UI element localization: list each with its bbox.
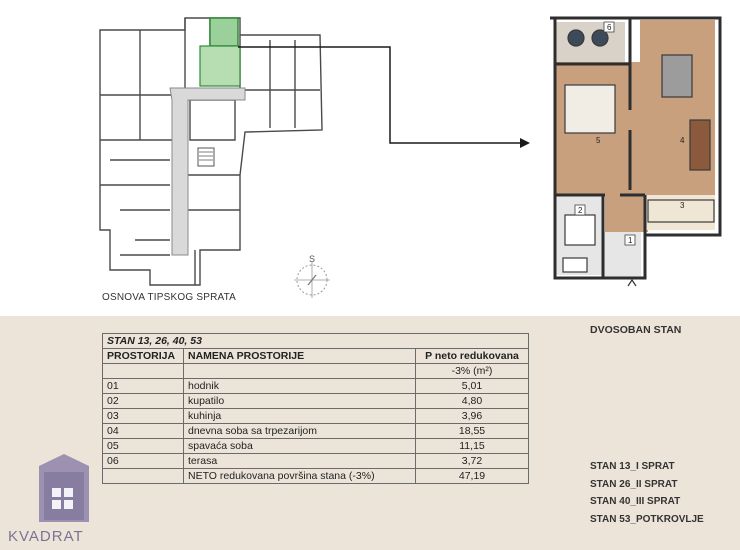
room-number: 05	[103, 439, 184, 454]
room-1-label: 1	[628, 236, 633, 245]
room-area: 3,96	[416, 409, 529, 424]
apartment-type: DVOSOBAN STAN	[590, 324, 682, 336]
room-4-label: 4	[680, 136, 685, 145]
room-number: 03	[103, 409, 184, 424]
table-row	[103, 379, 529, 394]
header-room: PROSTORIJA	[103, 349, 184, 364]
room-name: kuhinja	[184, 409, 416, 424]
highlighted-apartment	[210, 18, 238, 46]
room-name: hodnik	[184, 379, 416, 394]
floor-list	[590, 458, 704, 528]
table-row	[103, 424, 529, 439]
header-area-unit: -3% (m²)	[416, 364, 529, 379]
room-6-label: 6	[607, 23, 612, 32]
room-number: 04	[103, 424, 184, 439]
floor-plan-caption: OSNOVA TIPSKOG SPRATA	[102, 292, 237, 303]
room-name: kupatilo	[184, 394, 416, 409]
compass-icon	[294, 262, 330, 298]
table-row	[103, 454, 529, 469]
total-label: NETO redukovana površina stana (-3%)	[184, 469, 416, 484]
total-value: 47,19	[416, 469, 529, 484]
room-name: spavaća soba	[184, 439, 416, 454]
floor-item: STAN 26_II SPRAT	[590, 478, 678, 490]
room-number: 02	[103, 394, 184, 409]
room-area: 4,80	[416, 394, 529, 409]
header-area	[416, 349, 529, 364]
floor-item: STAN 53_POTKROVLJE	[590, 513, 704, 525]
room-area: 5,01	[416, 379, 529, 394]
room-area: 11,15	[416, 439, 529, 454]
room-area: 18,55	[416, 424, 529, 439]
room-name: dnevna soba sa trpezarijom	[184, 424, 416, 439]
header-area-line1: P neto redukovana	[425, 350, 519, 362]
table-row	[103, 409, 529, 424]
room-area: 3,72	[416, 454, 529, 469]
room-5-label: 5	[596, 136, 601, 145]
room-number: 06	[103, 454, 184, 469]
header-purpose: NAMENA PROSTORIJE	[184, 349, 416, 364]
apartment-plan	[550, 18, 720, 286]
floor-item: STAN 40_III SPRAT	[590, 496, 681, 507]
room-3-label: 3	[680, 201, 685, 210]
table-title: STAN 13, 26, 40, 53	[103, 334, 529, 349]
table-row	[103, 394, 529, 409]
room-2-label: 2	[578, 206, 583, 215]
room-area-table	[102, 333, 529, 484]
logo-text: KVADRAT	[8, 528, 84, 545]
table-row	[103, 439, 529, 454]
total-row	[103, 469, 529, 484]
room-number: 01	[103, 379, 184, 394]
pointer-arrow	[238, 47, 520, 143]
floor-item: STAN 13_I SPRAT	[590, 461, 675, 472]
compass-label: S	[309, 254, 316, 264]
room-name: terasa	[184, 454, 416, 469]
